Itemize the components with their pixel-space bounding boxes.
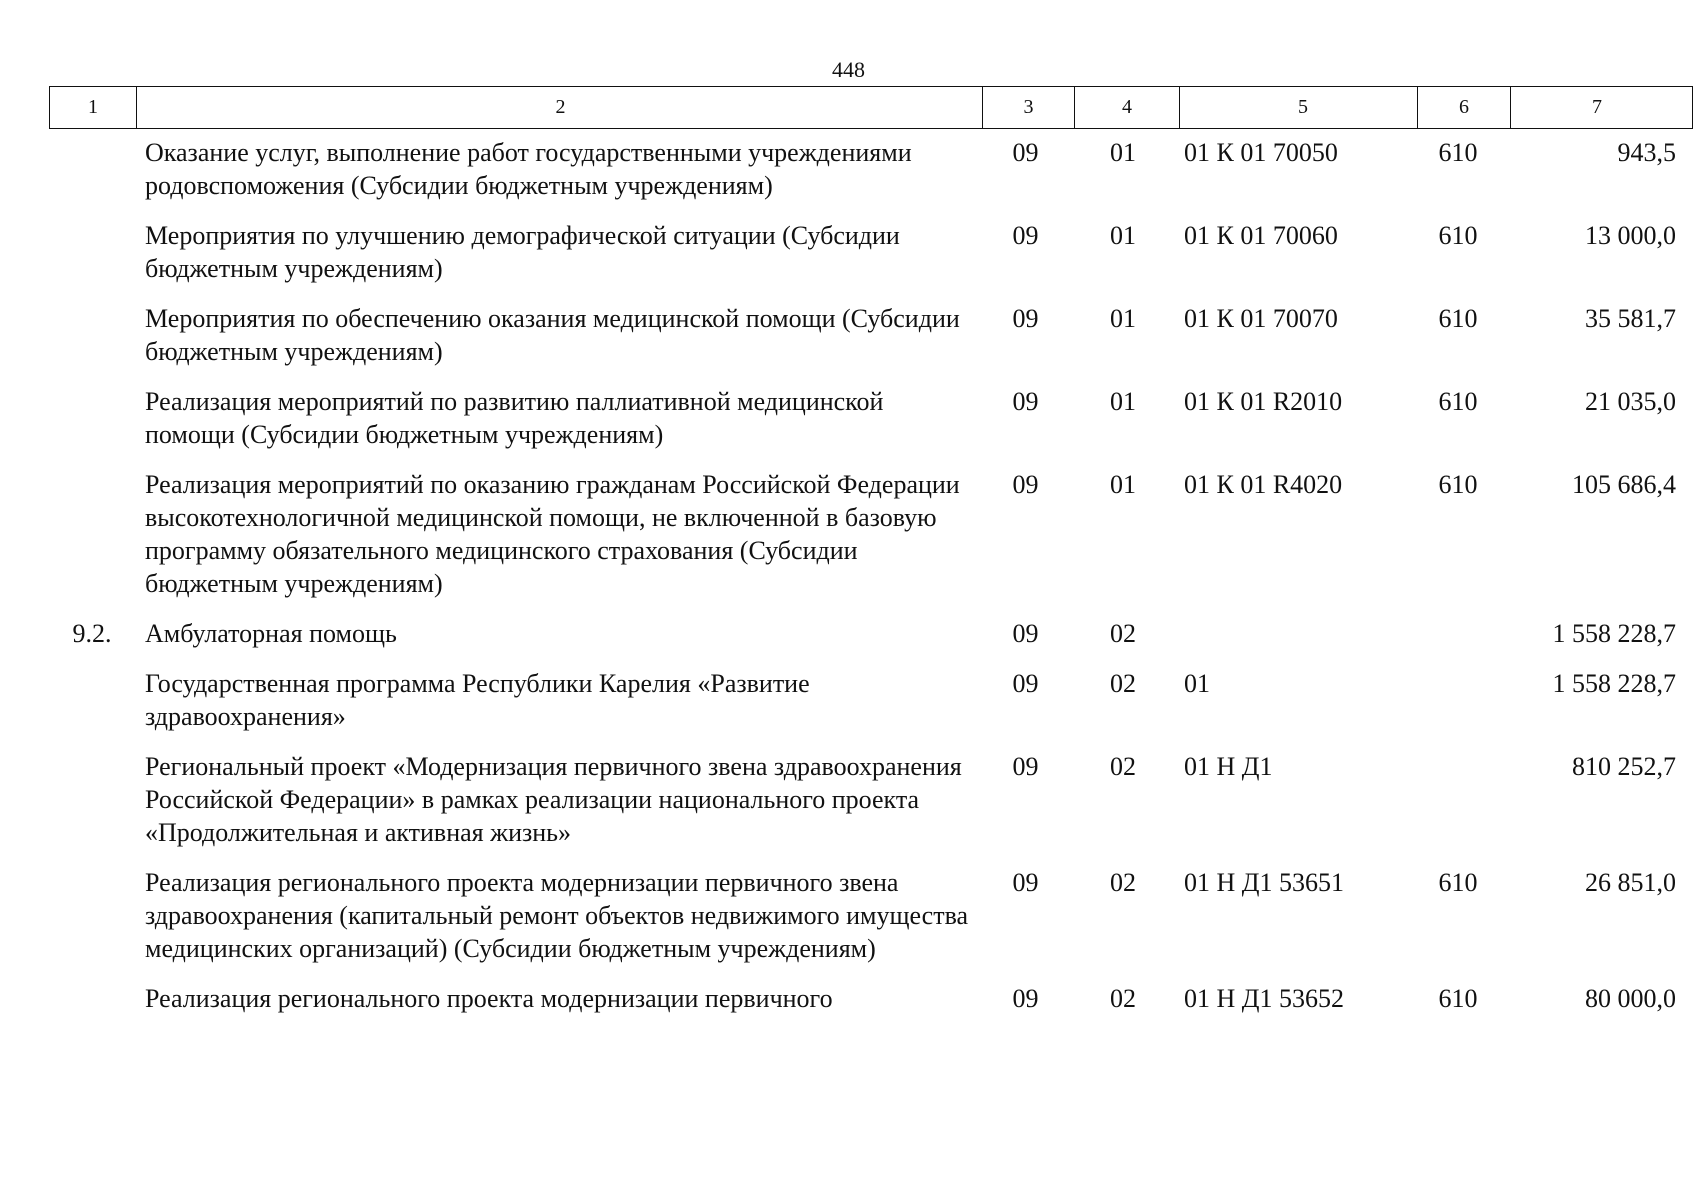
row-section: 09	[1012, 868, 1039, 897]
row-amount: 943,5	[1617, 138, 1676, 167]
table-row	[49, 130, 1685, 213]
row-name: Реализация регионального проекта модернизации первичного звена здравоохранения (капитальный ремонт объектов недвижимого имущества медицинских организаций) (Субсидии бюджетным учреждениям)	[145, 868, 969, 963]
row-target-code: 01 Н Д1 53652	[1184, 984, 1345, 1013]
budget-table-body	[49, 130, 1685, 1026]
row-expense-type	[1412, 661, 1504, 744]
row-subsection: 01	[1110, 221, 1136, 250]
row-target-code: 01 Н Д1	[1184, 752, 1273, 781]
table-row	[49, 213, 1685, 296]
row-section: 09	[1012, 138, 1039, 167]
row-number	[49, 462, 135, 611]
row-target-code: 01 К 01 R2010	[1184, 387, 1343, 416]
row-number	[49, 130, 135, 213]
row-number: 9.2.	[72, 619, 112, 648]
row-number	[49, 379, 135, 462]
row-name: Мероприятия по обеспечению оказания медицинской помощи (Субсидии бюджетным учреждениям)	[145, 304, 960, 366]
row-expense-type: 610	[1438, 138, 1478, 167]
row-name: Реализация регионального проекта модернизации первичного	[145, 984, 833, 1013]
row-expense-type: 610	[1438, 984, 1478, 1013]
row-amount: 35 581,7	[1585, 304, 1676, 333]
row-name: Мероприятия по улучшению демографической ситуации (Субсидии бюджетным учреждениям)	[145, 221, 900, 283]
table-row	[49, 379, 1685, 462]
row-name: Амбулаторная помощь	[145, 619, 397, 648]
column-header-6: 6	[1418, 87, 1511, 129]
row-number	[49, 976, 135, 1026]
row-section: 09	[1012, 752, 1039, 781]
row-expense-type: 610	[1438, 304, 1478, 333]
row-section: 09	[1012, 984, 1039, 1013]
row-name: Региональный проект «Модернизация первичного звена здравоохранения Российской Федерации» в рамках реализации национального проекта «Продолжительная и активная жизнь»	[145, 752, 962, 847]
column-header-3: 3	[983, 87, 1075, 129]
row-number	[49, 860, 135, 976]
table-row	[49, 611, 1685, 661]
row-amount: 810 252,7	[1572, 752, 1676, 781]
row-number	[49, 296, 135, 379]
row-number	[49, 213, 135, 296]
row-target-code: 01 К 01 R4020	[1184, 470, 1343, 499]
row-section: 09	[1012, 619, 1039, 648]
row-amount: 21 035,0	[1585, 387, 1676, 416]
row-number	[49, 744, 135, 860]
row-subsection: 02	[1110, 984, 1136, 1013]
table-row	[49, 976, 1685, 1026]
row-subsection: 01	[1110, 138, 1136, 167]
row-subsection: 02	[1110, 752, 1136, 781]
row-expense-type: 610	[1438, 387, 1478, 416]
row-section: 09	[1012, 221, 1039, 250]
row-target-code	[1175, 611, 1412, 661]
page-number	[0, 57, 1697, 83]
row-subsection: 01	[1110, 387, 1136, 416]
table-row	[49, 744, 1685, 860]
row-target-code: 01 Н Д1 53651	[1184, 868, 1345, 897]
row-target-code: 01 К 01 70060	[1184, 221, 1338, 250]
budget-table	[49, 130, 1685, 1026]
table-row	[49, 661, 1685, 744]
row-subsection: 02	[1110, 619, 1136, 648]
column-header-7: 7	[1511, 87, 1693, 129]
row-amount: 80 000,0	[1585, 984, 1676, 1013]
row-expense-type	[1412, 611, 1504, 661]
row-target-code: 01 К 01 70070	[1184, 304, 1338, 333]
row-expense-type: 610	[1438, 470, 1478, 499]
row-number	[49, 661, 135, 744]
row-subsection: 02	[1110, 669, 1136, 698]
column-header-4: 4	[1075, 87, 1180, 129]
column-header-1: 1	[50, 87, 137, 129]
column-header-row	[50, 87, 1693, 129]
row-name: Реализация мероприятий по оказанию гражданам Российской Федерации высокотехнологичной медицинской помощи, не включенной в базовую программу обязательного медицинского страхования (Субсидии бюджетным учреждениям)	[145, 470, 960, 598]
column-header-table	[49, 86, 1693, 129]
row-subsection: 01	[1110, 470, 1136, 499]
row-name: Оказание услуг, выполнение работ государственными учреждениями родовспоможения (Субсидии бюджетным учреждениям)	[145, 138, 912, 200]
row-section: 09	[1012, 304, 1039, 333]
row-expense-type: 610	[1438, 868, 1478, 897]
row-subsection: 02	[1110, 868, 1136, 897]
row-section: 09	[1012, 470, 1039, 499]
table-row	[49, 860, 1685, 976]
row-amount: 1 558 228,7	[1552, 619, 1676, 648]
row-name: Реализация мероприятий по развитию паллиативной медицинской помощи (Субсидии бюджетным учреждениям)	[145, 387, 884, 449]
row-subsection: 01	[1110, 304, 1136, 333]
row-amount: 105 686,4	[1572, 470, 1676, 499]
row-expense-type: 610	[1438, 221, 1478, 250]
row-name: Государственная программа Республики Карелия «Развитие здравоохранения»	[145, 669, 810, 731]
row-amount: 26 851,0	[1585, 868, 1676, 897]
row-section: 09	[1012, 669, 1039, 698]
table-row	[49, 296, 1685, 379]
row-target-code: 01 К 01 70050	[1184, 138, 1338, 167]
row-expense-type	[1412, 744, 1504, 860]
column-header-2: 2	[137, 87, 983, 129]
row-amount: 13 000,0	[1585, 221, 1676, 250]
page-number-text: 448	[832, 57, 865, 82]
column-header-5: 5	[1180, 87, 1418, 129]
row-target-code: 01	[1184, 669, 1210, 698]
table-row	[49, 462, 1685, 611]
row-section: 09	[1012, 387, 1039, 416]
row-amount: 1 558 228,7	[1552, 669, 1676, 698]
